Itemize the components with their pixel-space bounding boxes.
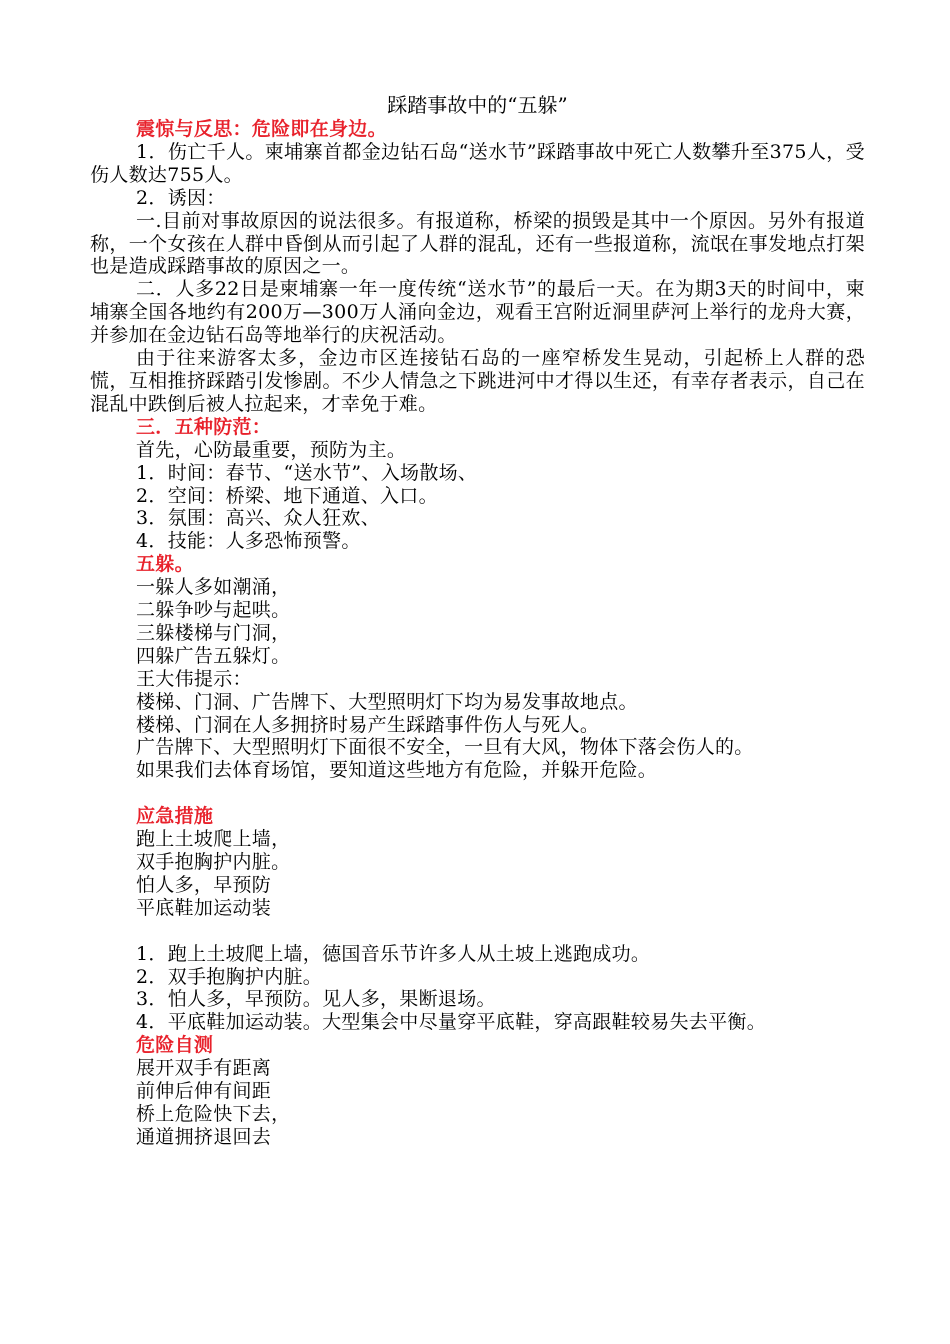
emergency-rhyme: 平底鞋加运动装 — [136, 896, 272, 919]
avoid-item: 楼梯、门洞在人多拥挤时易产生踩踏事件伤人与死人。 — [136, 713, 600, 736]
prevention-intro: 首先，心防最重要，预防为主。 — [136, 438, 407, 461]
emergency-rhyme: 跑上土坡爬上墙， — [136, 828, 291, 851]
avoid-item: 一躲人多如潮涌， — [136, 576, 291, 599]
prevention-item: 1．时间：春节、“送水节”、入场散场、 — [136, 461, 478, 484]
self-test-item: 展开双手有距离 — [136, 1057, 272, 1080]
emergency-rhyme: 怕人多，早预防 — [136, 873, 272, 896]
avoid-item: 广告牌下、大型照明灯下面很不安全，一旦有大风，物体下落会伤人的。 — [136, 736, 754, 759]
prevention-item: 4．技能：人多恐怖预警。 — [136, 530, 361, 553]
emergency-item: 1．跑上土坡爬上墙，德国音乐节许多人从土坡上逃跑成功。 — [136, 942, 651, 965]
prevention-item: 2．空间：桥梁、地下通道、入口。 — [136, 484, 438, 507]
section-heading-five-avoid: 五躲。 — [136, 553, 194, 576]
avoid-item: 三躲楼梯与门洞， — [136, 621, 291, 644]
section-heading-prevention: 三．五种防范： — [136, 415, 272, 438]
section-heading-shock: 震惊与反思：危险即在身边。 — [136, 118, 387, 140]
emergency-item: 3．怕人多，早预防。见人多，果断退场。 — [136, 988, 496, 1011]
avoid-item: 如果我们去体育场馆，要知道这些地方有危险，并躲开危险。 — [136, 759, 658, 782]
avoid-item: 王大伟提示： — [136, 667, 252, 690]
blank-line — [90, 920, 865, 943]
paragraph-cause-one: 一.目前对事故原因的说法很多。有报道称，桥梁的损毁是其中一个原因。另外有报道称，一个女孩在人群中昏倒从而引起了人群的混乱，还有一些报道称，流氓在事发地点打架也是造成踩踏事故的原因之一。 — [90, 209, 865, 278]
emergency-item: 2．双手抱胸护内脏。 — [136, 965, 323, 988]
paragraph-causes-label: 2．诱因： — [136, 186, 226, 209]
document-title: 踩踏事故中的“五躲” — [387, 93, 568, 117]
self-test-item: 通道拥挤退回去 — [136, 1125, 272, 1148]
emergency-rhyme: 双手抱胸护内脏。 — [136, 850, 291, 873]
section-heading-self-test: 危险自测 — [136, 1034, 214, 1057]
emergency-item: 4．平底鞋加运动装。大型集会中尽量穿平底鞋，穿高跟鞋较易失去平衡。 — [136, 1011, 766, 1034]
paragraph-bridge-panic: 由于往来游客太多，金边市区连接钻石岛的一座窄桥发生晃动，引起桥上人群的恐慌，互相推挤踩踏引发惨剧。不少人情急之下跳进河中才得以生还，有幸存者表示，自己在混乱中跌倒后被人拉起来，才幸免于难。 — [90, 347, 865, 415]
self-test-item: 桥上危险快下去， — [136, 1102, 291, 1125]
avoid-item: 楼梯、门洞、广告牌下、大型照明灯下均为易发事故地点。 — [136, 690, 638, 713]
paragraph-cause-two: 二．人多22日是柬埔寨一年一度传统“送水节”的最后一天。在为期3天的时间中，柬埔寨全国各地约有200万—300万人涌向金边，观看王宫附近洞里萨河上举行的龙舟大赛，并参加在金边钻石岛等地举行的庆祝活动。 — [90, 278, 865, 347]
avoid-item: 二躲争吵与起哄。 — [136, 599, 291, 622]
avoid-item: 四躲广告五躲灯。 — [136, 644, 291, 667]
prevention-item: 3．氛围：高兴、众人狂欢、 — [136, 507, 380, 530]
paragraph-casualties: 1．伤亡千人。柬埔寨首都金边钻石岛“送水节”踩踏事故中死亡人数攀升至375人，受伤人数达755人。 — [90, 140, 865, 186]
document-body — [90, 92, 865, 1149]
blank-line — [90, 782, 865, 805]
self-test-item: 前伸后伸有间距 — [136, 1080, 272, 1103]
section-heading-emergency: 应急措施 — [136, 805, 214, 828]
